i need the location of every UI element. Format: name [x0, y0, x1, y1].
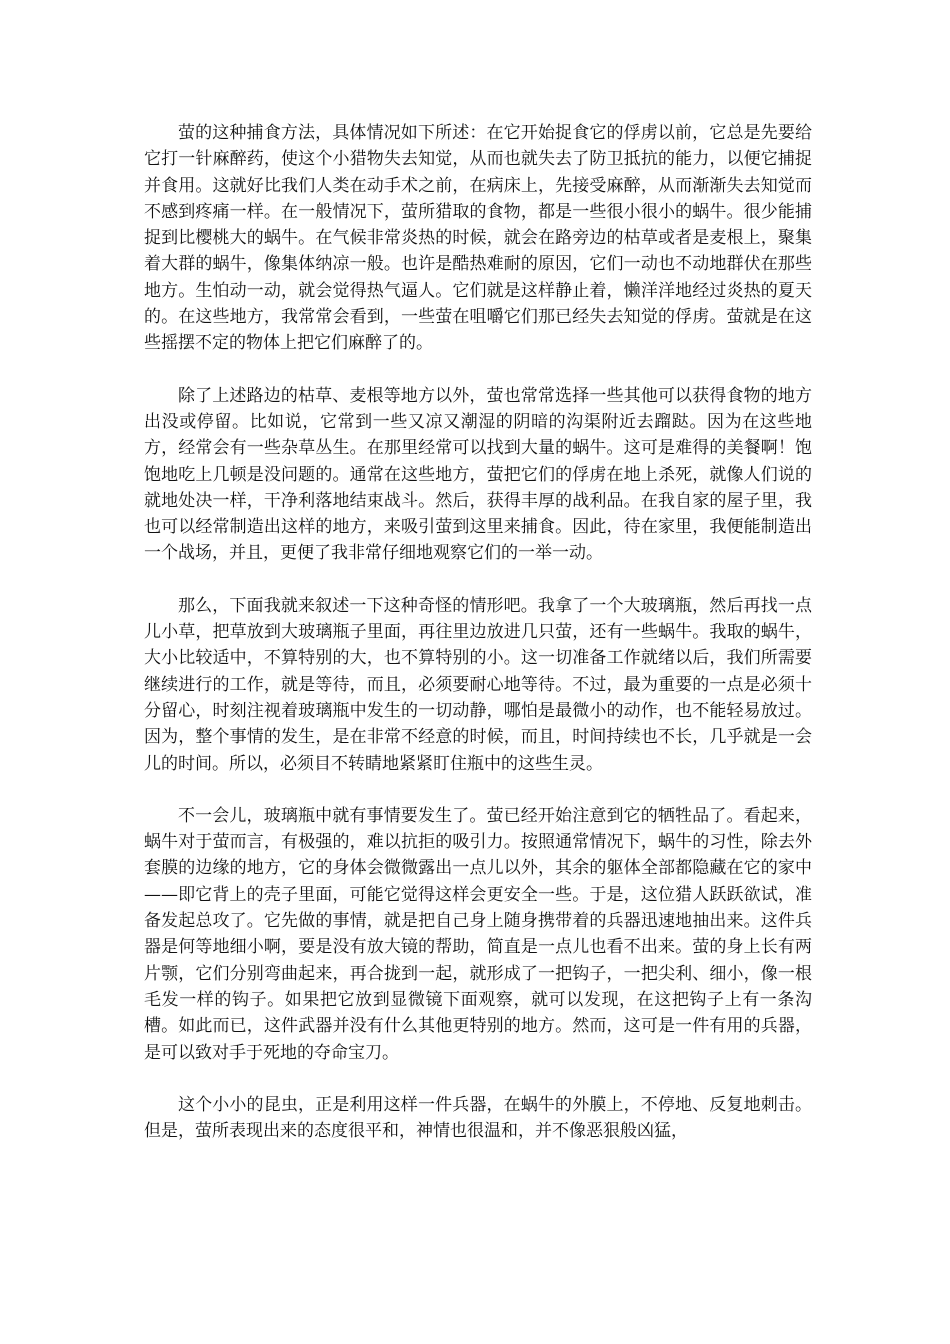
- document-body: [144, 120, 812, 1144]
- paragraph-2: 除了上述路边的枯草、麦根等地方以外，萤也常常选择一些其他可以获得食物的地方出没或停留。比如说，它常到一些又凉又潮湿的阴暗的沟渠附近去蹓跶。因为在这些地方，经常会有一些杂草丛生。在那里经常可以找到大量的蜗牛。这可是难得的美餐啊！饱饱地吃上几顿是没问题的。通常在这些地方，萤把它们的俘虏在地上杀死，就像人们说的就地处决一样，干净利落地结束战斗。然后，获得丰厚的战利品。在我自家的屋子里，我也可以经常制造出这样的地方，来吸引萤到这里来捕食。因此，待在家里，我便能制造出一个战场，并且，更便了我非常仔细地观察它们的一举一动。: [144, 385, 812, 564]
- paragraph-1: 萤的这种捕食方法，具体情况如下所述：在它开始捉食它的俘虏以前，它总是先要给它打一针麻醉药，使这个小猎物失去知觉，从而也就失去了防卫抵抗的能力，以便它捕捉并食用。这就好比我们人类在动手术之前，在病床上，先接受麻醉，从而渐渐失去知觉而不感到疼痛一样。在一般情况下，萤所猎取的食物，都是一些很小很小的蜗牛。很少能捕捉到比樱桃大的蜗牛。在气候非常炎热的时候，就会在路旁边的枯草或者是麦根上，聚集着大群的蜗牛，像集体纳凉一般。也许是酷热难耐的原因，它们一动也不动地群伏在那些地方。生怕动一动，就会觉得热气逼人。它们就是这样静止着，懒洋洋地经过炎热的夏天的。在这些地方，我常常会看到，一些萤在咀嚼它们那已经失去知觉的俘虏。萤就是在这些摇摆不定的物体上把它们麻醉了的。: [144, 123, 812, 354]
- paragraph-4: 不一会儿，玻璃瓶中就有事情要发生了。萤已经开始注意到它的牺牲品了。看起来，蜗牛对于萤而言，有极强的，难以抗拒的吸引力。按照通常情况下，蜗牛的习性，除去外套膜的边缘的地方，它的身体会微微露出一点儿以外，其余的躯体全部都隐藏在它的家中——即它背上的壳子里面，可能它觉得这样会更安全一些。于是，这位猎人跃跃欲试，准备发起总攻了。它先做的事情，就是把自己身上随身携带着的兵器迅速地抽出来。这件兵器是何等地细小啊，要是没有放大镜的帮助，简直是一点儿也看不出来。萤的身上长有两片颚，它们分别弯曲起来，再合拢到一起，就形成了一把钩子，一把尖利、细小，像一根毛发一样的钩子。如果把它放到显微镜下面观察，就可以发现，在这把钩子上有一条沟槽。如此而已，这件武器并没有什么其他更特别的地方。然而，这可是一件有用的兵器，是可以致对手于死地的夺命宝刀。: [144, 805, 812, 1063]
- paragraph-3: 那么，下面我就来叙述一下这种奇怪的情形吧。我拿了一个大玻璃瓶，然后再找一点儿小草，把草放到大玻璃瓶子里面，再往里边放进几只萤，还有一些蜗牛。我取的蜗牛，大小比较适中，不算特别的大，也不算特别的小。这一切准备工作就绪以后，我们所需要继续进行的工作，就是等待，而且，必须要耐心地等待。不过，最为重要的一点是必须十分留心，时刻注视着玻璃瓶中发生的一切动静，哪怕是最微小的动作，也不能轻易放过。因为，整个事情的发生，是在非常不经意的时候，而且，时间持续也不长，几乎就是一会儿的时间。所以，必须目不转睛地紧紧盯住瓶中的这些生灵。: [144, 595, 812, 774]
- paragraph-5: 这个小小的昆虫，正是利用这样一件兵器，在蜗牛的外膜上，不停地、反复地刺击。但是，萤所表现出来的态度很平和，神情也很温和，并不像恶狠般凶猛，: [144, 1094, 812, 1142]
